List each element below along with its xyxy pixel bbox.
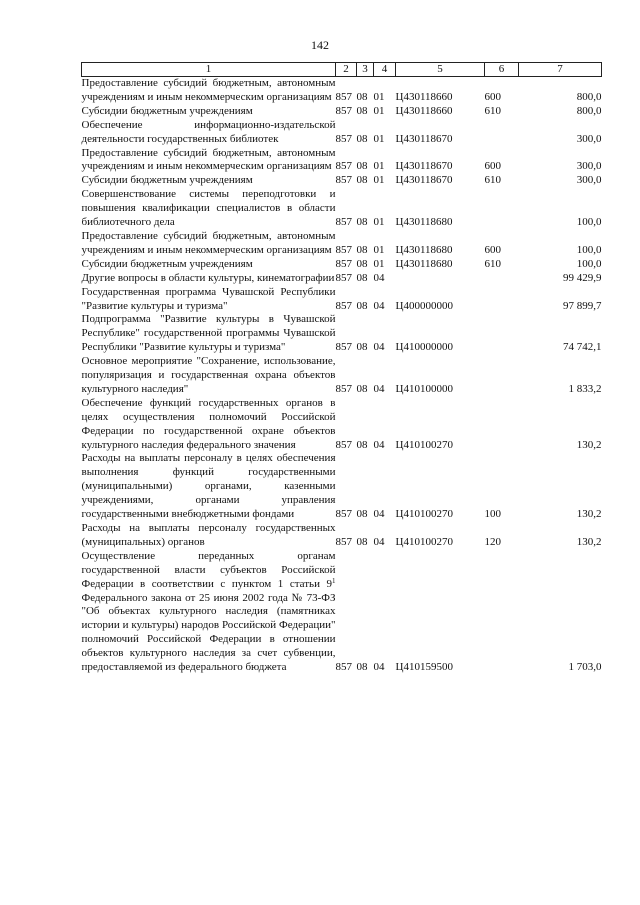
code-target: Ц430118670 <box>395 160 453 173</box>
amount: 74 742,1 <box>563 341 602 354</box>
code-section: 08 <box>356 132 368 145</box>
table-row <box>82 522 602 550</box>
item-name: Совершенствование системы переподготовки и повышения квалификации специалистов в области библиотечного дела <box>81 188 336 229</box>
amount: 100,0 <box>576 257 602 270</box>
code-subsection: 01 <box>373 243 385 256</box>
code-target: Ц430118660 <box>395 90 453 103</box>
code-ministry: 857 <box>335 382 352 395</box>
item-name: Обеспечение функций государственных органов в целях осуществления полномочий Российской Федерации по государственной охране объектов культурного наследия федерального значения <box>81 396 336 451</box>
code-section: 08 <box>356 104 368 117</box>
code-subsection: 04 <box>373 341 385 354</box>
code-ministry: 857 <box>335 341 352 354</box>
code-section: 08 <box>356 661 368 674</box>
item-name: Субсидии бюджетным учреждениям <box>81 104 253 117</box>
item-name: Подпрограмма "Развитие культуры в Чувашской Республике" государственной программы Чувашской Республики "Развитие культуры и туризма" <box>81 313 336 354</box>
code-expense-type <box>485 313 519 355</box>
table-row <box>82 119 602 147</box>
code-ministry: 857 <box>335 132 352 145</box>
code-section: 08 <box>356 160 368 173</box>
amount: 130,2 <box>576 508 602 521</box>
code-subsection: 04 <box>373 299 385 312</box>
code-expense-type: 600 <box>484 90 501 103</box>
budget-table <box>81 62 602 675</box>
amount: 100,0 <box>576 243 602 256</box>
code-ministry: 857 <box>335 661 352 674</box>
code-ministry: 857 <box>335 257 352 270</box>
code-section: 08 <box>356 257 368 270</box>
code-section: 08 <box>356 271 368 284</box>
code-ministry: 857 <box>335 243 352 256</box>
header-cell: 4 <box>374 63 396 77</box>
item-name: Расходы на выплаты персоналу государственных (муниципальных) органов <box>81 522 336 548</box>
table-row <box>82 272 602 286</box>
code-section: 08 <box>356 90 368 103</box>
item-name: Субсидии бюджетным учреждениям <box>81 257 253 270</box>
table-row <box>82 147 602 175</box>
header-cell: 3 <box>357 63 374 77</box>
code-ministry: 857 <box>335 271 352 284</box>
code-target <box>396 272 485 286</box>
code-target: Ц410100270 <box>395 438 453 451</box>
table-row <box>82 397 602 453</box>
amount: 300,0 <box>576 160 602 173</box>
code-target: Ц410100270 <box>395 535 453 548</box>
table-row <box>82 355 602 397</box>
table-row <box>82 188 602 230</box>
table-row <box>82 105 602 119</box>
code-target: Ц410100270 <box>395 508 453 521</box>
code-subsection: 01 <box>373 160 385 173</box>
code-expense-type <box>485 188 519 230</box>
code-section: 08 <box>356 508 368 521</box>
code-subsection: 04 <box>373 661 385 674</box>
table-row <box>82 452 602 522</box>
code-subsection: 01 <box>373 90 385 103</box>
code-section: 08 <box>356 438 368 451</box>
amount: 130,2 <box>576 535 602 548</box>
code-ministry: 857 <box>335 508 352 521</box>
item-name: Предоставление субсидий бюджетным, автономным учреждениям и иным некоммерческим организациям <box>81 77 336 103</box>
item-name-part: Федерального закона от 25 июня 2002 года № 73-ФЗ "Об объектах культурного наследия (памятниках истории и культуры) народов Российской Федерации" полномочий Российской Федерации в отношении объектов культурного наследия за счет субвенции, предоставляемой из федерального бюджета <box>81 591 336 674</box>
code-section: 08 <box>356 341 368 354</box>
amount: 130,2 <box>576 438 602 451</box>
code-ministry: 857 <box>335 90 352 103</box>
code-expense-type <box>485 397 519 453</box>
code-subsection: 01 <box>373 104 385 117</box>
code-expense-type: 120 <box>484 535 501 548</box>
item-name: Основное мероприятие "Сохранение, использование, популяризация и государственная охрана объектов культурного наследия" <box>81 355 336 395</box>
amount: 99 429,9 <box>563 271 602 284</box>
code-expense-type: 600 <box>484 160 501 173</box>
code-subsection: 01 <box>373 257 385 270</box>
code-expense-type: 600 <box>484 243 501 256</box>
header-cell: 7 <box>519 63 602 77</box>
code-target: Ц400000000 <box>395 299 453 312</box>
item-name <box>82 550 336 675</box>
code-expense-type <box>485 355 519 397</box>
code-target: Ц430118680 <box>395 216 453 229</box>
table-row <box>82 174 602 188</box>
code-section: 08 <box>356 535 368 548</box>
code-target: Ц430118680 <box>395 257 453 270</box>
page-number: 142 <box>311 38 329 52</box>
amount: 1 703,0 <box>568 661 602 674</box>
code-ministry: 857 <box>335 216 352 229</box>
code-subsection: 04 <box>373 508 385 521</box>
code-target: Ц430118680 <box>395 243 453 256</box>
item-name: Предоставление субсидий бюджетным, автономным учреждениям и иным некоммерческим организациям <box>81 146 336 173</box>
item-name: Другие вопросы в области культуры, кинематографии <box>81 271 335 284</box>
code-target: Ц430118670 <box>395 132 453 145</box>
header-cell: 5 <box>396 63 485 77</box>
amount: 800,0 <box>576 104 602 117</box>
code-subsection: 04 <box>373 382 385 395</box>
code-target: Ц410100000 <box>395 382 453 395</box>
item-name: Обеспечение информационно-издательской деятельности государственных библиотек <box>81 118 336 145</box>
table-row <box>82 286 602 314</box>
table-row <box>82 550 602 675</box>
code-subsection: 04 <box>373 438 385 451</box>
code-expense-type <box>485 119 519 147</box>
amount: 300,0 <box>576 174 602 187</box>
amount: 800,0 <box>576 90 602 103</box>
table-header-row <box>82 63 602 77</box>
code-ministry: 857 <box>335 160 352 173</box>
amount: 100,0 <box>576 216 602 229</box>
code-expense-type: 610 <box>484 104 501 117</box>
code-section: 08 <box>356 299 368 312</box>
code-expense-type <box>485 272 519 286</box>
code-target: Ц430118660 <box>395 104 453 117</box>
code-expense-type <box>485 550 519 675</box>
article-superscript: 1 <box>332 576 336 585</box>
header-cell: 6 <box>485 63 519 77</box>
table-row <box>82 258 602 272</box>
code-ministry: 857 <box>335 174 352 187</box>
code-expense-type: 610 <box>484 174 501 187</box>
item-name: Предоставление субсидий бюджетным, автономным учреждениям и иным некоммерческим организациям <box>81 229 336 256</box>
code-ministry: 857 <box>335 104 352 117</box>
amount: 300,0 <box>576 132 602 145</box>
code-ministry: 857 <box>335 438 352 451</box>
code-expense-type <box>485 286 519 314</box>
code-subsection: 04 <box>373 271 385 284</box>
header-cell: 2 <box>336 63 357 77</box>
code-subsection: 04 <box>373 535 385 548</box>
amount: 1 833,2 <box>568 382 602 395</box>
code-subsection: 01 <box>373 132 385 145</box>
amount: 97 899,7 <box>563 299 602 312</box>
code-expense-type: 610 <box>484 257 501 270</box>
code-ministry: 857 <box>335 299 352 312</box>
item-name: Расходы на выплаты персоналу в целях обеспечения выполнения функций государственными (муниципальными) органами, казенными учреждениями, органами управления государственными внебюджетными фондами <box>81 452 336 521</box>
header-cell: 1 <box>82 63 336 77</box>
table-row <box>82 313 602 355</box>
code-target: Ц410159500 <box>395 661 453 674</box>
code-section: 08 <box>356 382 368 395</box>
table-row <box>82 77 602 105</box>
item-name: Государственная программа Чувашской Республики "Развитие культуры и туризма" <box>81 285 336 312</box>
table-row <box>82 230 602 258</box>
code-section: 08 <box>356 216 368 229</box>
code-target: Ц410000000 <box>395 341 453 354</box>
code-section: 08 <box>356 243 368 256</box>
code-expense-type: 100 <box>484 508 501 521</box>
code-subsection: 01 <box>373 216 385 229</box>
item-name: Субсидии бюджетным учреждениям <box>81 174 253 187</box>
code-ministry: 857 <box>335 535 352 548</box>
item-name-part: Осуществление переданных органам государственной власти субъектов Российской Федерации в соответствии с пунктом 1 статьи 9 <box>81 549 336 590</box>
code-subsection: 01 <box>373 174 385 187</box>
code-target: Ц430118670 <box>395 174 453 187</box>
code-section: 08 <box>356 174 368 187</box>
